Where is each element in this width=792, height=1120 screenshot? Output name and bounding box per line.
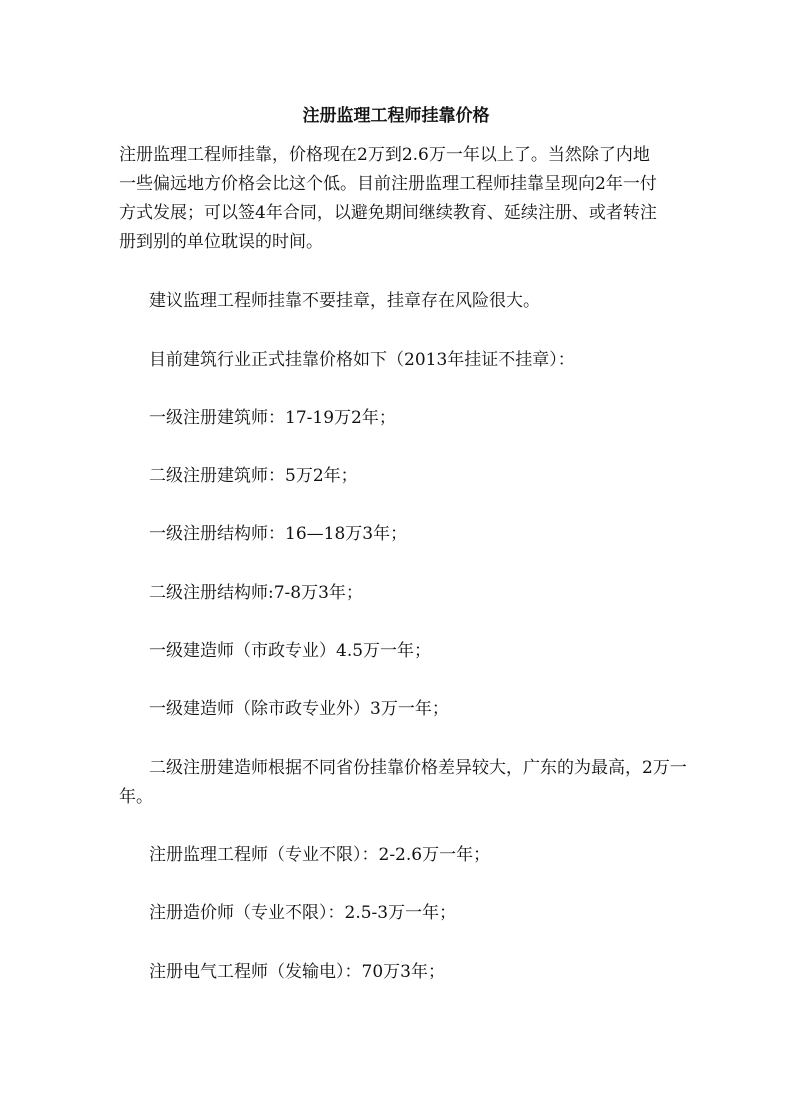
- price-item-supervisor: 注册监理工程师（专业不限）：2-2.6万一年；: [149, 845, 491, 865]
- price-item-electrical: 注册电气工程师（发输电）：70万3年；: [149, 962, 445, 982]
- price-item-constructor-municipal: 一级建造师（市政专业）4.5万一年；: [149, 641, 432, 661]
- price-item-constructor-other: 一级建造师（除市政专业外）3万一年；: [149, 699, 449, 719]
- price-item-architect-2: 二级注册建筑师：5万2年；: [149, 466, 358, 486]
- paragraph-price-heading: 目前建筑行业正式挂靠价格如下（2013年挂证不挂章）：: [149, 350, 575, 370]
- price-item-structural-2: 二级注册结构师:7-8万3年；: [149, 583, 363, 603]
- price-item-constructor-2: 二级注册建造师根据不同省份挂靠价格差异较大，广东的为最高，2万一年。: [119, 758, 687, 807]
- document-title: 注册监理工程师挂靠价格: [302, 106, 490, 126]
- intro-paragraph: 注册监理工程师挂靠，价格现在2万到2.6万一年以上了。当然除了内地一些偏远地方价格会比这个低。目前注册监理工程师挂靠呈现向2年一付方式发展；可以签4年合同，以避免期间继续教育、延续注册、或者转注册到别的单位耽误的时间。: [119, 145, 657, 252]
- price-item-architect-1: 一级注册建筑师：17-19万2年；: [149, 408, 396, 428]
- price-item-cost-engineer: 注册造价师（专业不限）：2.5-3万一年；: [149, 903, 457, 923]
- paragraph-advice: 建议监理工程师挂靠不要挂章，挂章存在风险很大。: [149, 291, 540, 311]
- price-item-structural-1: 一级注册结构师：16—18万3年；: [149, 524, 408, 544]
